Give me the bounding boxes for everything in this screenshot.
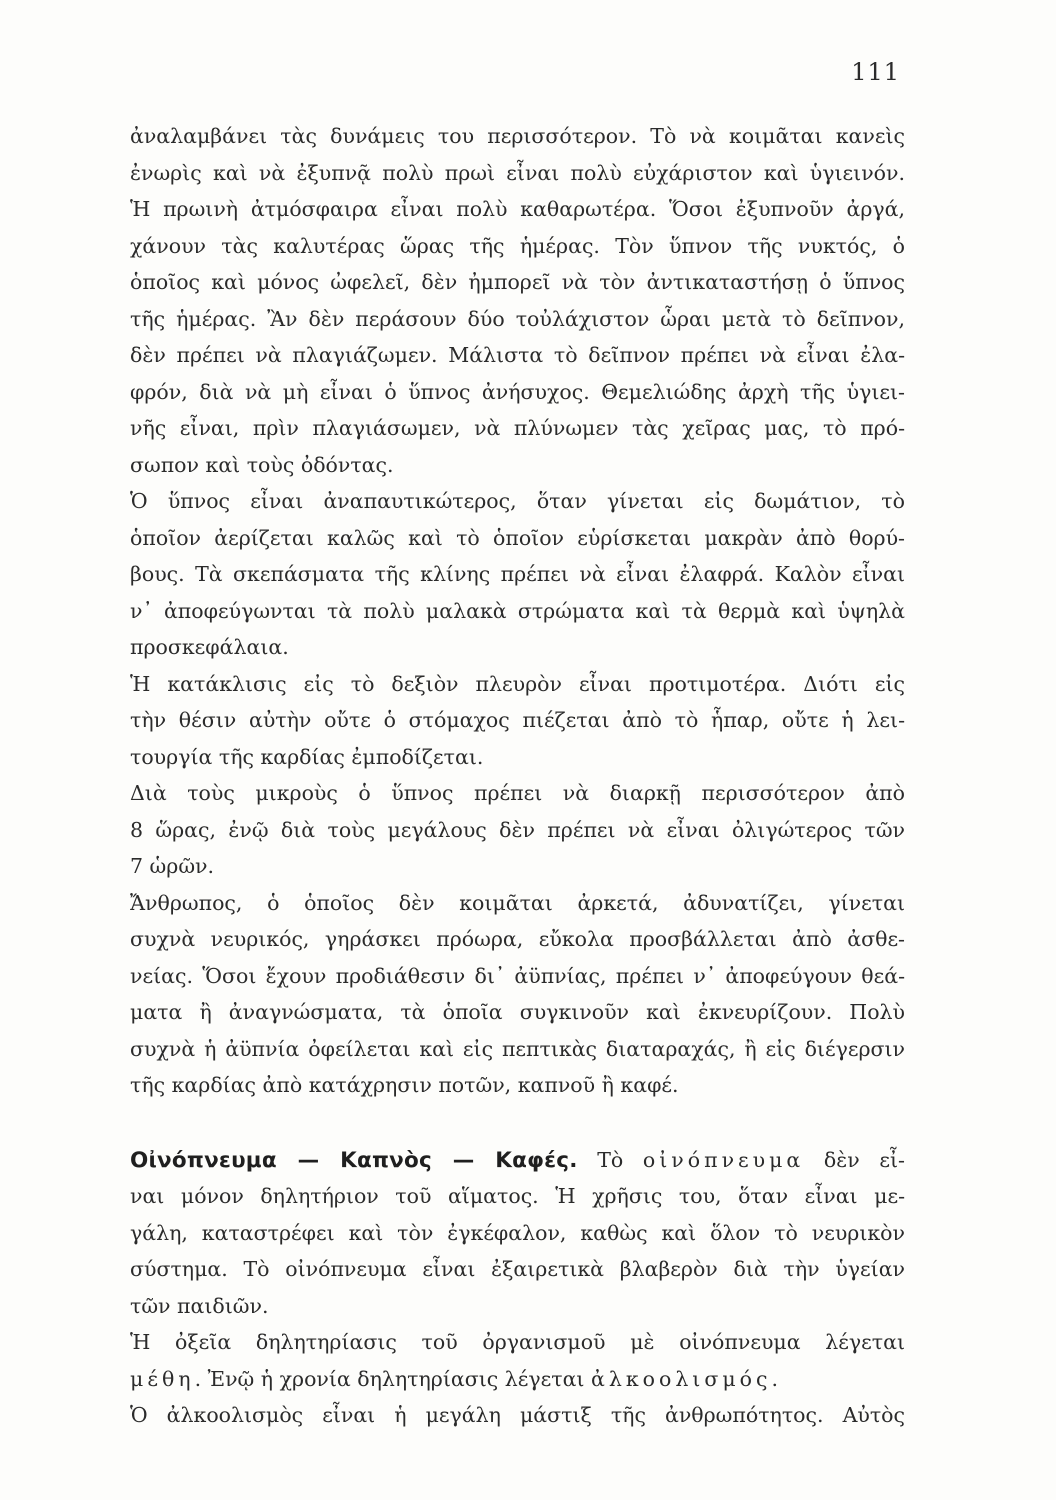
text-line: νείας. Ὅσοι ἔχουν προδιάθεσιν δι᾽ ἀϋπνίας, πρέπει ν᾽ ἀποφεύγουν θεά- <box>130 963 905 988</box>
text-line: ναι μόνον δηλητήριον τοῦ αἵματος. Ἡ χρῆσις του, ὅταν εἶναι με- <box>130 1184 905 1208</box>
text-line: συχνὰ νευρικός, γηράσκει πρόωρα, εὔκολα προσβάλλεται ἀπὸ ἀσθε- <box>130 927 905 951</box>
emphasized-term: ἀλκοολισμός <box>590 1366 772 1391</box>
text-line: Διὰ τοὺς μικροὺς ὁ ὕπνος πρέπει νὰ διαρκῇ περισσότερον ἀπὸ <box>130 781 905 805</box>
text-line: βους. Τὰ σκεπάσματα τῆς κλίνης πρέπει νὰ εἶναι ἐλαφρά. Καλὸν εἶναι <box>130 562 905 586</box>
paragraph <box>130 118 905 483</box>
section-heading-line <box>130 1142 905 1179</box>
text-line: ὁποῖος καὶ μόνος ὠφελεῖ, δὲν ἠμπορεῖ νὰ τὸν ἀντικαταστήσῃ ὁ ὕπνος <box>130 270 905 294</box>
text-line: σωπον καὶ τοὺς ὀδόντας. <box>130 452 394 477</box>
text-line: προσκεφάλαια. <box>130 635 289 659</box>
text-line: Ὁ ἀλκοολισμὸς εἶναι ἡ μεγάλη μάστιξ τῆς ἀνθρωπότητος. Αὐτὸς <box>130 1403 905 1427</box>
page-number: 111 <box>851 58 900 86</box>
text-line: τουργία τῆς καρδίας ἐμποδίζεται. <box>130 744 484 769</box>
text-line: ματα ἢ ἀναγνώσματα, τὰ ὁποῖα συγκινοῦν καὶ ἐκνευρίζουν. Πολὺ <box>130 1000 905 1024</box>
section-alcohol <box>130 1142 905 1434</box>
paragraph <box>130 666 905 776</box>
text-fragment: . <box>771 1366 779 1391</box>
text-line: γάλη, καταστρέφει καὶ τὸν ἐγκέφαλον, καθὼς καὶ ὅλον τὸ νευρικὸν <box>130 1220 905 1245</box>
text-line: 7 ὡρῶν. <box>130 854 215 878</box>
paragraph <box>130 885 905 1104</box>
text-line: συχνὰ ἡ ἀϋπνία ὀφείλεται καὶ εἰς πεπτικὰς διαταραχάς, ἢ εἰς διέγερσιν <box>130 1036 905 1061</box>
text-line: τὴν θέσιν αὐτὴν οὔτε ὁ στόμαχος πιέζεται ἀπὸ τὸ ἧπαρ, οὔτε ἡ λει- <box>130 708 905 732</box>
text-line: ἀναλαμβάνει τὰς δυνάμεις του περισσότερον. Τὸ νὰ κοιμᾶται κανεὶς <box>130 124 905 148</box>
text-line: σύστημα. Τὸ οἰνόπνευμα εἶναι ἐξαιρετικὰ βλαβερὸν διὰ τὴν ὑγείαν <box>130 1257 905 1281</box>
body-text <box>130 118 905 1434</box>
section-gap <box>130 1104 905 1142</box>
text-line: τῶν παιδιῶν. <box>130 1293 269 1318</box>
paragraph <box>130 483 905 666</box>
text-line: ἐνωρὶς καὶ νὰ ἐξυπνᾷ πολὺ πρωὶ εἶναι πολὺ εὐχάριστον καὶ ὑγιεινόν. <box>130 160 905 185</box>
text-line: Ἡ ὀξεῖα δηλητηρίασις τοῦ ὀργανισμοῦ μὲ οἰνόπνευμα λέγεται <box>130 1330 905 1354</box>
text-line: νῆς εἶναι, πρὶν πλαγιάσωμεν, νὰ πλύνωμεν τὰς χεῖρας μας, τὸ πρό- <box>130 416 905 440</box>
text-line: ὁποῖον ἀερίζεται καλῶς καὶ τὸ ὁποῖον εὑρίσκεται μακρὰν ἀπὸ θορύ- <box>130 525 905 550</box>
text-line: φρόν, διὰ νὰ μὴ εἶναι ὁ ὕπνος ἀνήσυχος. Θεμελιώδης ἀρχὴ τῆς ὑγιει- <box>130 379 905 404</box>
section-title: Οἰνόπνευμα — Καπνὸς — Καφές. <box>130 1147 578 1173</box>
emphasized-term: οἰνόπνευμα <box>642 1147 805 1172</box>
text-line <box>130 1361 905 1398</box>
emphasized-term: μέθη <box>130 1366 195 1391</box>
text-line: ν᾽ ἀποφεύγωνται τὰ πολὺ μαλακὰ στρώματα καὶ τὰ θερμὰ καὶ ὑψηλὰ <box>130 598 905 623</box>
text-line: Ὁ ὕπνος εἶναι ἀναπαυτικώτερος, ὅταν γίνεται εἰς δωμάτιον, τὸ <box>130 489 905 513</box>
text-fragment: Τὸ <box>577 1147 643 1172</box>
text-fragment: δὲν εἶ- <box>804 1147 905 1172</box>
text-line: τῆς ἡμέρας. Ἂν δὲν περάσουν δύο τοὐλάχιστον ὧραι μετὰ τὸ δεῖπνον, <box>130 306 905 331</box>
text-line: Ἄνθρωπος, ὁ ὁποῖος δὲν κοιμᾶται ἀρκετά, ἀδυνατίζει, γίνεται <box>130 890 905 915</box>
text-line: Ἡ πρωινὴ ἀτμόσφαιρα εἶναι πολὺ καθαρωτέρα. Ὅσοι ἐξυπνοῦν ἀργά, <box>130 197 905 221</box>
text-fragment: . Ἐνῷ ἡ χρονία δηλητηρίασις λέγεται <box>194 1366 591 1391</box>
text-line: δὲν πρέπει νὰ πλαγιάζωμεν. Μάλιστα τὸ δεῖπνον πρέπει νὰ εἶναι ἐλα- <box>130 343 905 367</box>
text-line: Ἡ κατάκλισις εἰς τὸ δεξιὸν πλευρὸν εἶναι προτιμοτέρα. Διότι εἰς <box>130 671 905 696</box>
text-line: χάνουν τὰς καλυτέρας ὥρας τῆς ἡμέρας. Τὸν ὕπνον τῆς νυκτός, ὁ <box>130 233 905 258</box>
text-line: 8 ὥρας, ἐνῷ διὰ τοὺς μεγάλους δὲν πρέπει νὰ εἶναι ὀλιγώτερος τῶν <box>130 817 905 842</box>
paragraph <box>130 775 905 885</box>
text-line: τῆς καρδίας ἀπὸ κατάχρησιν ποτῶν, καπνοῦ ἢ καφέ. <box>130 1073 679 1097</box>
